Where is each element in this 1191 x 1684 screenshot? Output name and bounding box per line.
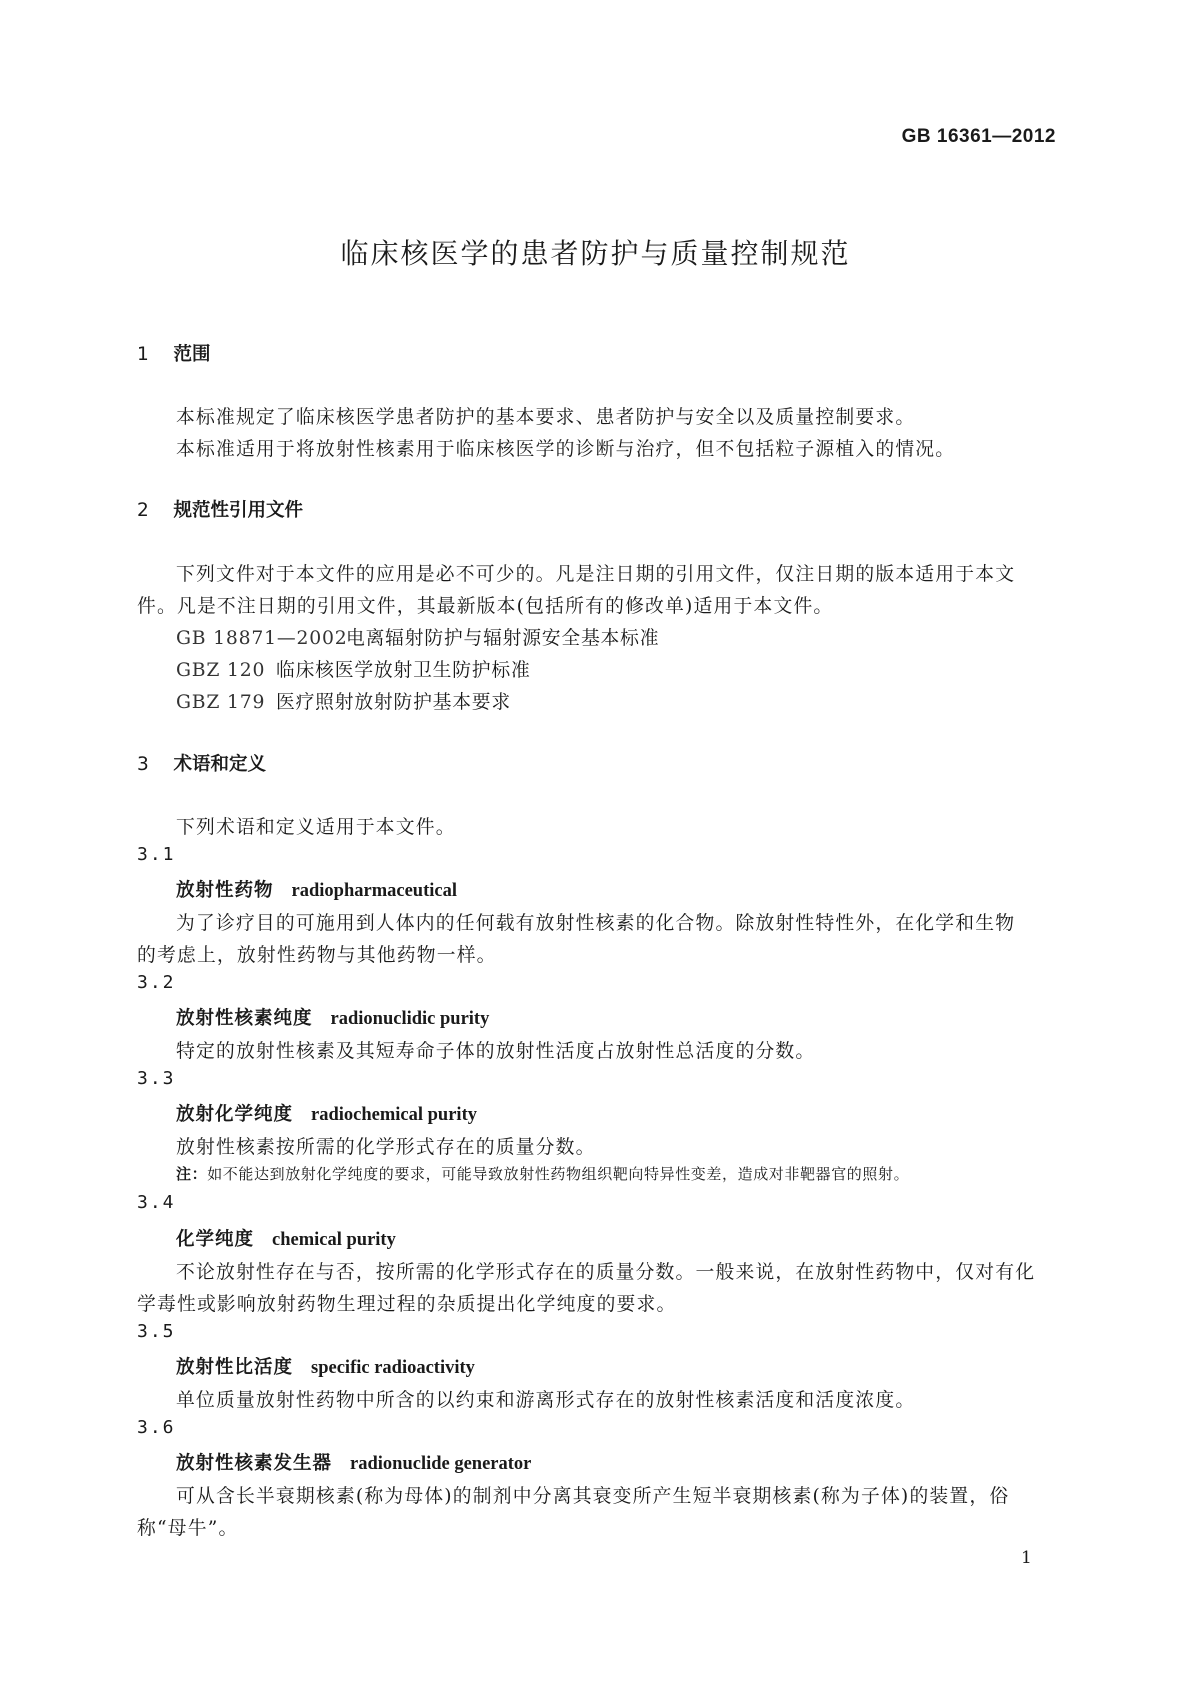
term-entry [176,1225,396,1251]
section-heading-normative-references [137,496,303,522]
term-english: radionuclide generator [350,1454,532,1474]
term-chinese: 放射性核素纯度 [176,1008,313,1029]
section-number: 1 [137,344,149,365]
reference-item [176,687,511,714]
clause-number: 3.4 [137,1192,176,1213]
section-title: 术语和定义 [173,754,266,775]
clause-number: 3.1 [137,844,176,865]
term-english: specific radioactivity [311,1358,475,1378]
term-entry [176,1004,489,1030]
reference-code: GB 18871—2002 [176,628,348,649]
term-definition: 单位质量放射性药物中所含的以约束和游离形式存在的放射性核素活度和活度浓度。 [176,1390,916,1411]
term-english: radiopharmaceutical [291,881,457,901]
term-entry [176,876,457,902]
term-definition-continuation: 学毒性或影响放射药物生理过程的杂质提出化学纯度的要求。 [137,1294,677,1315]
term-definition-continuation: 称“母牛”。 [137,1518,239,1539]
section-heading-terms-definitions [137,750,266,776]
term-chinese: 放射性核素发生器 [176,1453,333,1474]
term-definition: 为了诊疗目的可施用到人体内的任何载有放射性核素的化合物。除放射性特性外，在化学和生物 [176,913,1016,934]
section-heading-scope [137,340,210,366]
term-english: radiochemical purity [311,1105,477,1125]
term-definition: 可从含长半衰期核素(称为母体)的制剂中分离其衰变所产生短半衰期核素(称为子体)的装置，俗 [176,1486,1010,1507]
paragraph: 本标准适用于将放射性核素用于临床核医学的诊断与治疗，但不包括粒子源植入的情况。 [176,439,956,460]
term-definition: 放射性核素按所需的化学形式存在的质量分数。 [176,1137,596,1158]
paragraph: 下列术语和定义适用于本文件。 [176,817,456,838]
page-number: 1 [1021,1548,1032,1568]
section-number: 3 [137,754,149,775]
note [176,1163,909,1184]
clause-number: 3.6 [137,1417,176,1438]
page-title: 临床核医学的患者防护与质量控制规范 [340,237,851,270]
term-chinese: 放射性比活度 [176,1357,294,1378]
reference-item [176,623,659,650]
section-title: 范围 [173,344,211,365]
term-english: chemical purity [272,1230,396,1250]
note-text: 如不能达到放射化学纯度的要求，可能导致放射性药物组织靶向特异性变差，造成对非靶器官的照射。 [207,1165,910,1183]
term-definition: 特定的放射性核素及其短寿命子体的放射性活度占放射性总活度的分数。 [176,1041,816,1062]
paragraph-continuation: 件。凡是不注日期的引用文件，其最新版本(包括所有的修改单)适用于本文件。 [137,596,834,617]
section-number: 2 [137,500,149,521]
term-entry [176,1353,475,1379]
term-english: radionuclidic purity [330,1009,490,1029]
reference-item [176,655,531,682]
term-entry [176,1100,477,1126]
reference-title: 电离辐射防护与辐射源安全基本标准 [346,628,660,649]
reference-title: 临床核医学放射卫生防护标准 [276,660,531,681]
term-entry [176,1449,531,1475]
document-number: GB 16361—2012 [901,126,1056,147]
clause-number: 3.3 [137,1068,176,1089]
term-definition-continuation: 的考虑上，放射性药物与其他药物一样。 [137,945,497,966]
note-label: 注： [176,1165,208,1183]
term-definition: 不论放射性存在与否，按所需的化学形式存在的质量分数。一般来说，在放射性药物中，仅对有化 [176,1262,1036,1283]
section-title: 规范性引用文件 [173,500,303,521]
reference-code: GBZ 120 [176,660,266,681]
reference-code: GBZ 179 [176,692,266,713]
paragraph: 本标准规定了临床核医学患者防护的基本要求、患者防护与安全以及质量控制要求。 [176,407,916,428]
term-chinese: 化学纯度 [176,1229,255,1250]
clause-number: 3.2 [137,972,176,993]
term-chinese: 放射性药物 [176,880,274,901]
term-chinese: 放射化学纯度 [176,1104,294,1125]
reference-title: 医疗照射放射防护基本要求 [276,692,511,713]
clause-number: 3.5 [137,1321,176,1342]
paragraph: 下列文件对于本文件的应用是必不可少的。凡是注日期的引用文件，仅注日期的版本适用于本文 [176,564,1016,585]
